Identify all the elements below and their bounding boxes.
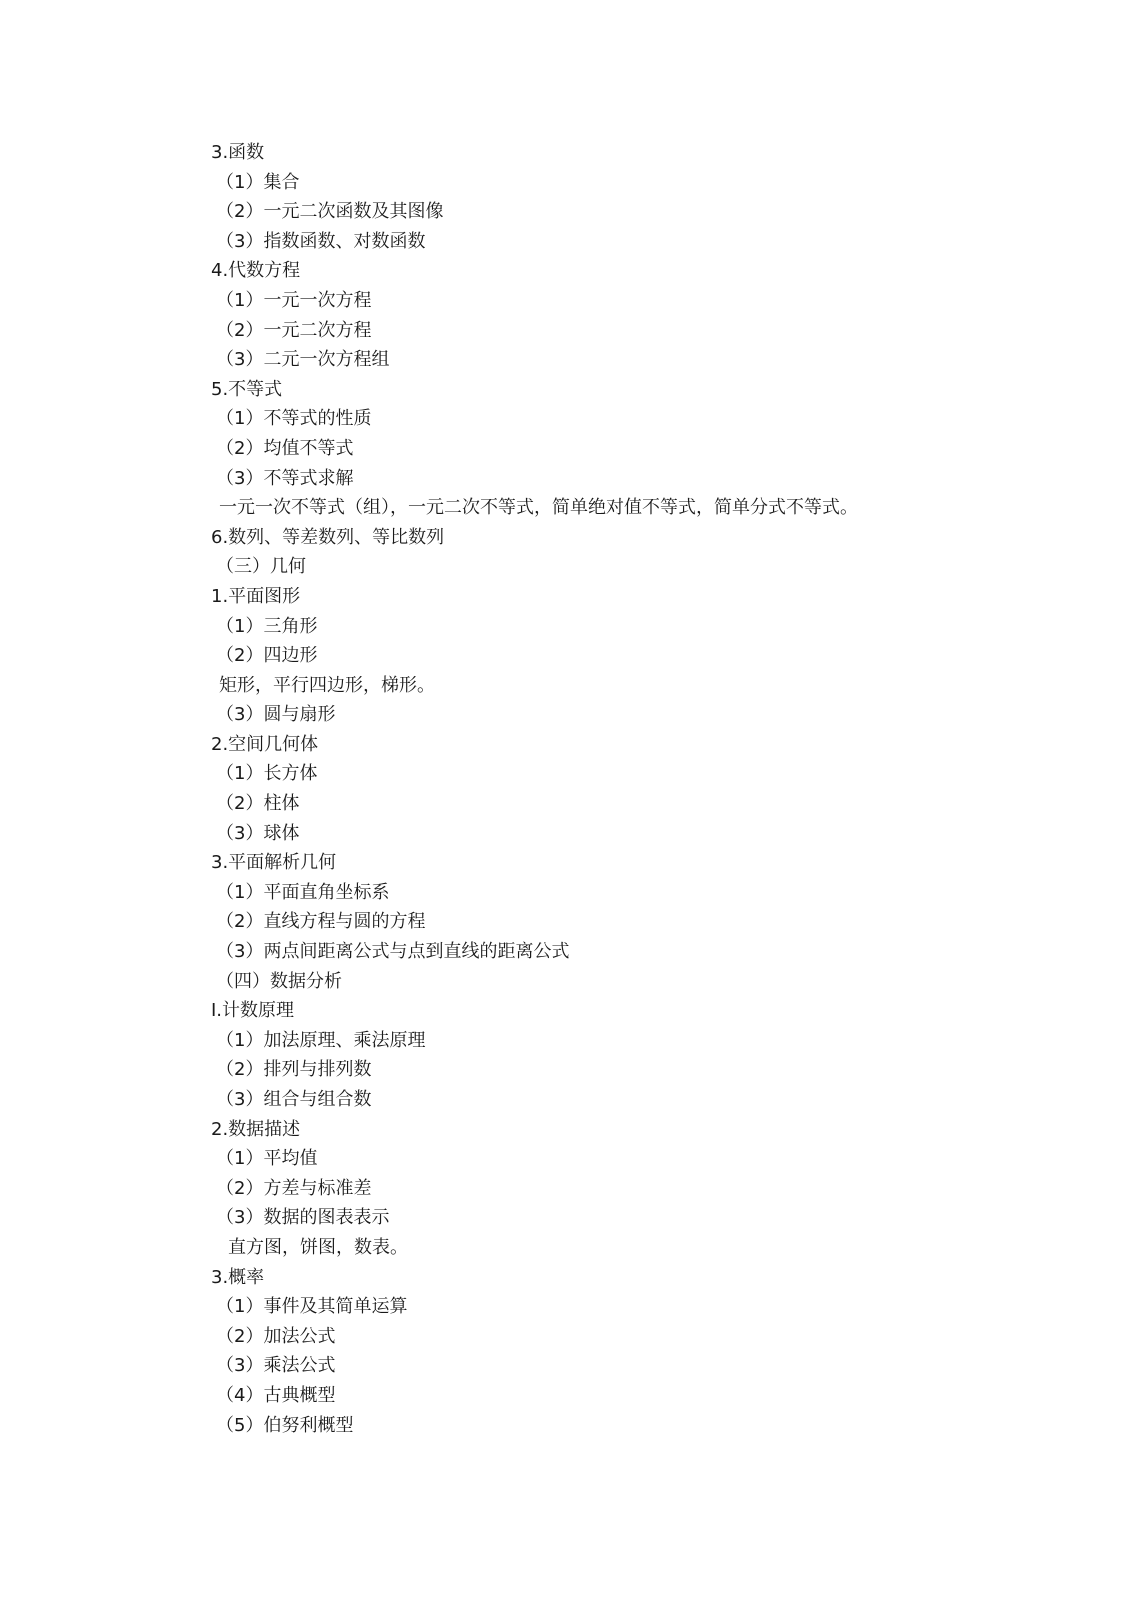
- outline-item: （三）几何: [216, 556, 306, 578]
- outline-item: （四）数据分析: [216, 970, 342, 992]
- outline-item: （3）数据的图表表示: [216, 1207, 390, 1229]
- outline-item: （2）均值不等式: [216, 437, 354, 459]
- outline-item: （3）球体: [216, 822, 300, 844]
- outline-item: （2）加法公式: [216, 1325, 336, 1347]
- section-heading: 3.平面解析几何: [211, 852, 337, 874]
- section-heading: 3.概率: [211, 1266, 265, 1288]
- outline-item: 矩形，平行四边形，梯形。: [219, 674, 435, 696]
- outline-item: （2）直线方程与圆的方程: [216, 911, 426, 933]
- outline-item: （1）加法原理、乘法原理: [216, 1029, 426, 1051]
- outline-item: （2）四边形: [216, 645, 318, 667]
- outline-item: （1）平均值: [216, 1148, 318, 1170]
- outline-item: （3）二元一次方程组: [216, 349, 390, 371]
- outline-item: （1）平面直角坐标系: [216, 881, 390, 903]
- outline-item: （2）一元二次函数及其图像: [216, 201, 444, 223]
- outline-item: （3）圆与扇形: [216, 704, 336, 726]
- section-heading: I.计数原理: [211, 1000, 295, 1022]
- outline-item: 直方图，饼图，数表。: [228, 1236, 408, 1258]
- outline-item: （1）不等式的性质: [216, 408, 372, 430]
- outline-item: （5）伯努利概型: [216, 1414, 354, 1436]
- outline-item: （3）指数函数、对数函数: [216, 230, 426, 252]
- section-heading: 2.数据描述: [211, 1118, 301, 1140]
- section-heading: 5.不等式: [211, 378, 283, 400]
- document-body: [211, 138, 951, 1440]
- outline-item: （3）组合与组合数: [216, 1089, 372, 1110]
- outline-item: （3）两点间距离公式与点到直线的距离公式: [216, 941, 570, 963]
- outline-item: （2）排列与排列数: [216, 1059, 372, 1081]
- outline-item: （2）方差与标准差: [216, 1177, 372, 1199]
- outline-item: （2）一元二次方程: [216, 319, 372, 341]
- outline-item: （3）乘法公式: [216, 1355, 336, 1377]
- outline-item: （3）不等式求解: [216, 467, 354, 489]
- section-heading: 1.平面图形: [211, 585, 301, 607]
- outline-item: （2）柱体: [216, 793, 300, 815]
- section-heading: 6.数列、等差数列、等比数列: [211, 526, 445, 548]
- outline-item: （1）三角形: [216, 615, 318, 637]
- outline-item: （1）一元一次方程: [216, 289, 372, 311]
- section-heading: 4.代数方程: [211, 260, 301, 282]
- outline-item: 一元一次不等式（组），一元二次不等式，简单绝对值不等式，简单分式不等式。: [219, 497, 858, 519]
- section-heading: 2.空间几何体: [211, 733, 319, 755]
- outline-item: （4）古典概型: [216, 1384, 336, 1406]
- section-heading: 3.函数: [211, 142, 265, 163]
- outline-item: （1）长方体: [216, 763, 318, 785]
- outline-item: （1）集合: [216, 171, 300, 193]
- outline-item: （1）事件及其简单运算: [216, 1296, 408, 1318]
